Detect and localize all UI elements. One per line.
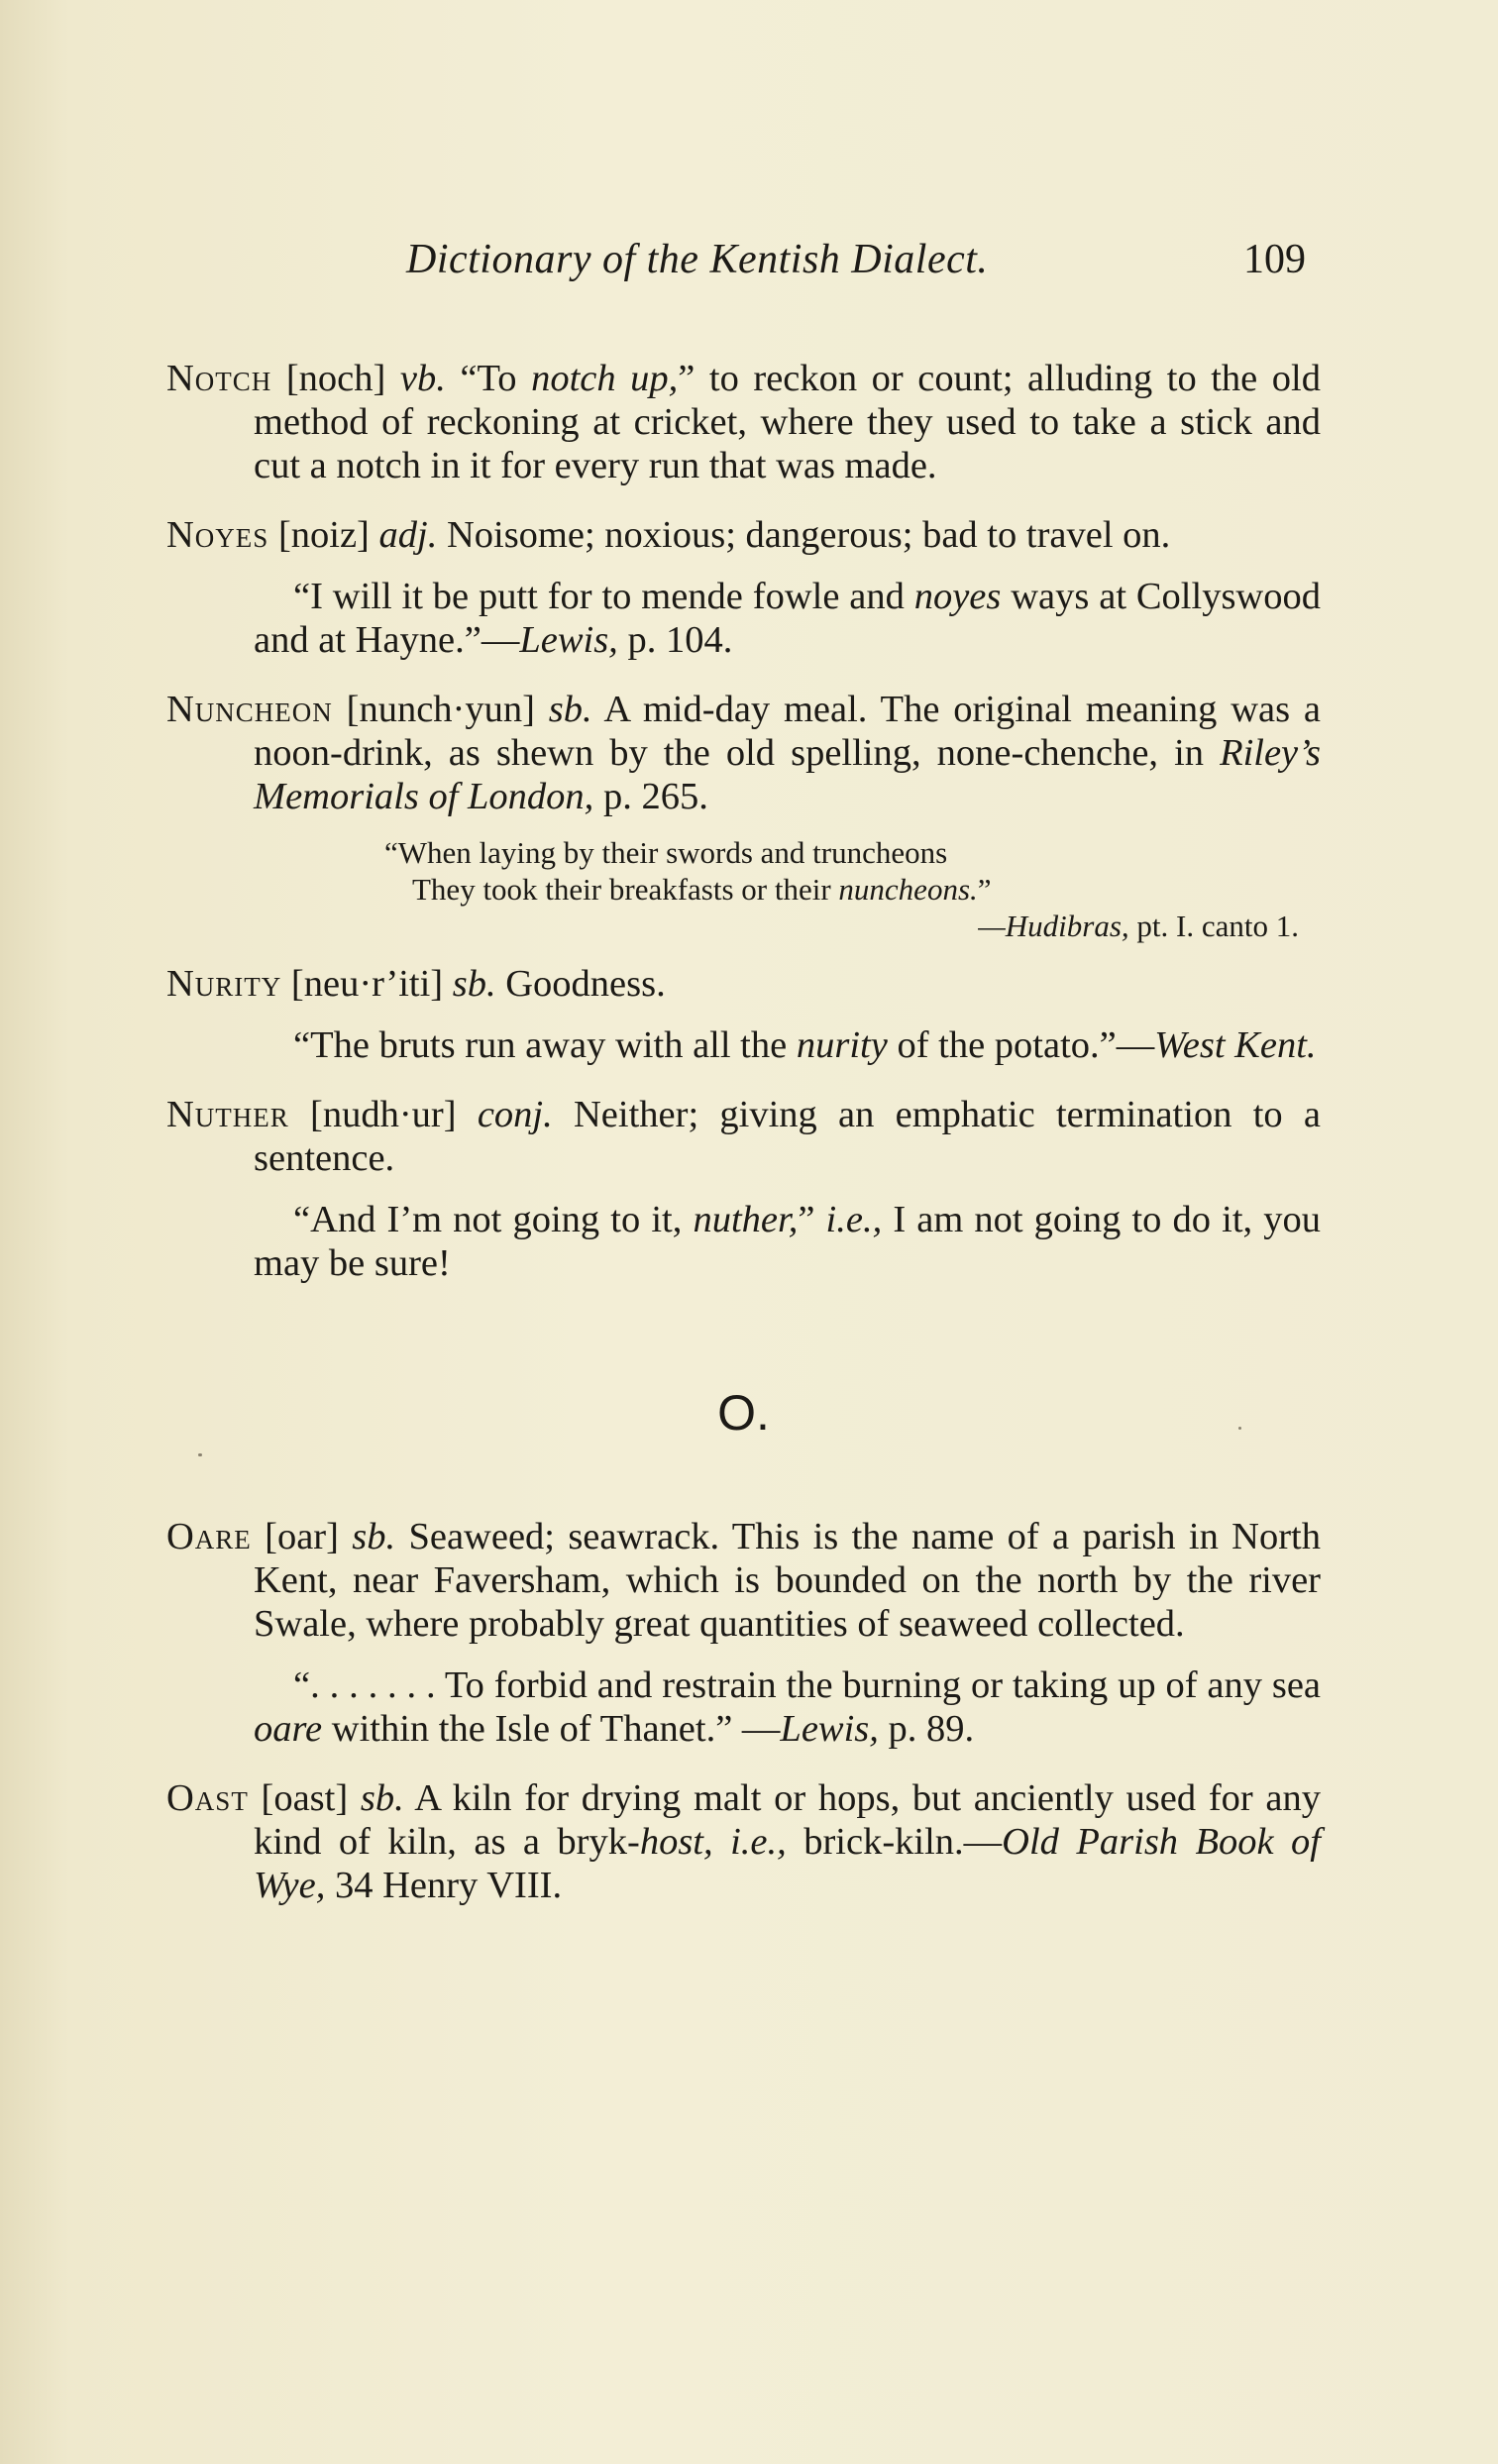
running-header — [406, 236, 1306, 295]
verse-attribution — [166, 908, 1321, 944]
definition: ” to reckon or count; alluding to the old method of reckoning at cricket, where they used to take a stick and cut a notch in it for every run that was made. — [254, 358, 1322, 486]
quote-italic: nuther, — [693, 1199, 799, 1240]
part-of-speech: sb. — [360, 1777, 404, 1819]
definition — [713, 1821, 730, 1863]
quote-text: I am not going to do it, you may be sure! — [254, 1199, 1322, 1284]
pronunciation: [noiz] — [268, 514, 379, 556]
verse-text: They took their breakfasts or their — [412, 872, 839, 907]
quote-text: “. . . . . . . To forbid and restrain the burning or taking up of any sea — [293, 1664, 1321, 1706]
definition-italic: notch up, — [531, 358, 679, 399]
part-of-speech: adj. — [378, 514, 438, 556]
attribution-text: pt. I. canto 1. — [1128, 909, 1299, 943]
definition: brick-kiln.— — [786, 1821, 1003, 1863]
quote-source: West Kent. — [1154, 1024, 1317, 1066]
quote-source: Lewis, — [519, 619, 618, 661]
quote-text: ways at Collyswood and at Hayne.”— — [254, 576, 1321, 661]
quote-text: p. 89. — [878, 1708, 975, 1750]
citation-nurity — [254, 1023, 1321, 1067]
verse-quote — [166, 834, 1321, 944]
entry-noyes — [166, 513, 1321, 557]
quote-text: of the potato.”— — [887, 1024, 1155, 1066]
verse-italic: nuncheons. — [838, 872, 978, 907]
quote-italic: noyes — [913, 576, 1002, 617]
pronunciation: [oar] — [251, 1516, 353, 1557]
quote-source: Lewis, — [780, 1708, 879, 1750]
headword: Nurity — [166, 963, 282, 1005]
part-of-speech: sb. — [352, 1516, 396, 1557]
headword: Nuncheon — [166, 689, 333, 730]
attribution-title: —Hudibras, — [978, 909, 1129, 943]
pronunciation: [noch] — [271, 358, 400, 399]
headword: Oast — [166, 1777, 249, 1819]
definition-abbrev: i.e., — [730, 1821, 787, 1863]
part-of-speech: conj. — [477, 1094, 553, 1135]
definition: 34 Henry VIII. — [325, 1865, 563, 1906]
quote-text: “The bruts run away with all the — [293, 1024, 797, 1066]
quote-italic: oare — [254, 1708, 323, 1750]
quote-abbrev: i.e., — [825, 1199, 883, 1240]
entry-notch — [166, 357, 1321, 487]
verse-line: “When laying by their swords and truncheons — [384, 835, 948, 870]
quote-text: ” — [798, 1199, 826, 1240]
headword: Noyes — [166, 514, 269, 556]
definition: Seaweed; seawrack. This is the name of a parish in North Kent, near Faversham, which is bounded on the north by the river Swale, where probably great quantities of seaweed collected. — [254, 1516, 1321, 1645]
quote-italic: nurity — [796, 1024, 888, 1066]
paper-speck — [198, 1453, 202, 1456]
pronunciation: [nudh·ur] — [288, 1094, 478, 1135]
entry-oare — [166, 1515, 1321, 1646]
verse-text: ” — [977, 872, 992, 907]
part-of-speech: vb. — [399, 358, 446, 399]
definition: Neither; giving an emphatic termination to a sentence. — [254, 1094, 1321, 1179]
definition-source: Old Parish Book of Wye, — [254, 1821, 1321, 1906]
quote-text: p. 104. — [617, 619, 733, 661]
paper-speck — [1238, 1427, 1241, 1430]
citation-oare — [254, 1663, 1321, 1751]
definition: Noisome; noxious; dangerous; bad to travel on. — [437, 514, 1171, 556]
definition: A mid-day meal. The original meaning was a noon-drink, as shewn by the old spelling, none-chenche, in — [254, 689, 1321, 774]
definition: “To — [445, 358, 532, 399]
definition: A kiln for drying malt or hops, but anciently used for any kind of kiln, as a bryk- — [254, 1777, 1321, 1863]
headword: Oare — [166, 1516, 252, 1557]
quote-text: “I will it be putt for to mende fowle and — [293, 576, 914, 617]
part-of-speech: sb. — [548, 689, 592, 730]
section-heading-o: O. — [717, 1385, 770, 1441]
definition: p. 265. — [593, 776, 708, 817]
headword: Notch — [166, 358, 272, 399]
quote-text: “And I’m not going to it, — [293, 1199, 694, 1240]
definition-italic: Riley’s Memorials of London, — [254, 732, 1321, 817]
part-of-speech: sb. — [452, 963, 496, 1005]
dictionary-content — [166, 357, 1321, 1933]
verse-line — [166, 871, 1321, 908]
pronunciation: [oast] — [248, 1777, 361, 1819]
definition: Goodness. — [495, 963, 666, 1005]
entry-nurity — [166, 962, 1321, 1006]
quote-text: within the Isle of Thanet.” — — [322, 1708, 781, 1750]
definition-italic: host, — [639, 1821, 713, 1863]
entry-oast — [166, 1776, 1321, 1907]
headword: Nuther — [166, 1094, 289, 1135]
entry-nuncheon — [166, 688, 1321, 818]
pronunciation: [nunch·yun] — [332, 689, 549, 730]
page-number: 109 — [1243, 237, 1306, 282]
running-title: Dictionary of the Kentish Dialect. — [406, 237, 989, 282]
citation-noyes — [254, 575, 1321, 662]
citation-nuther — [254, 1198, 1321, 1285]
entry-nuther — [166, 1093, 1321, 1180]
pronunciation: [neu·r’iti] — [281, 963, 453, 1005]
